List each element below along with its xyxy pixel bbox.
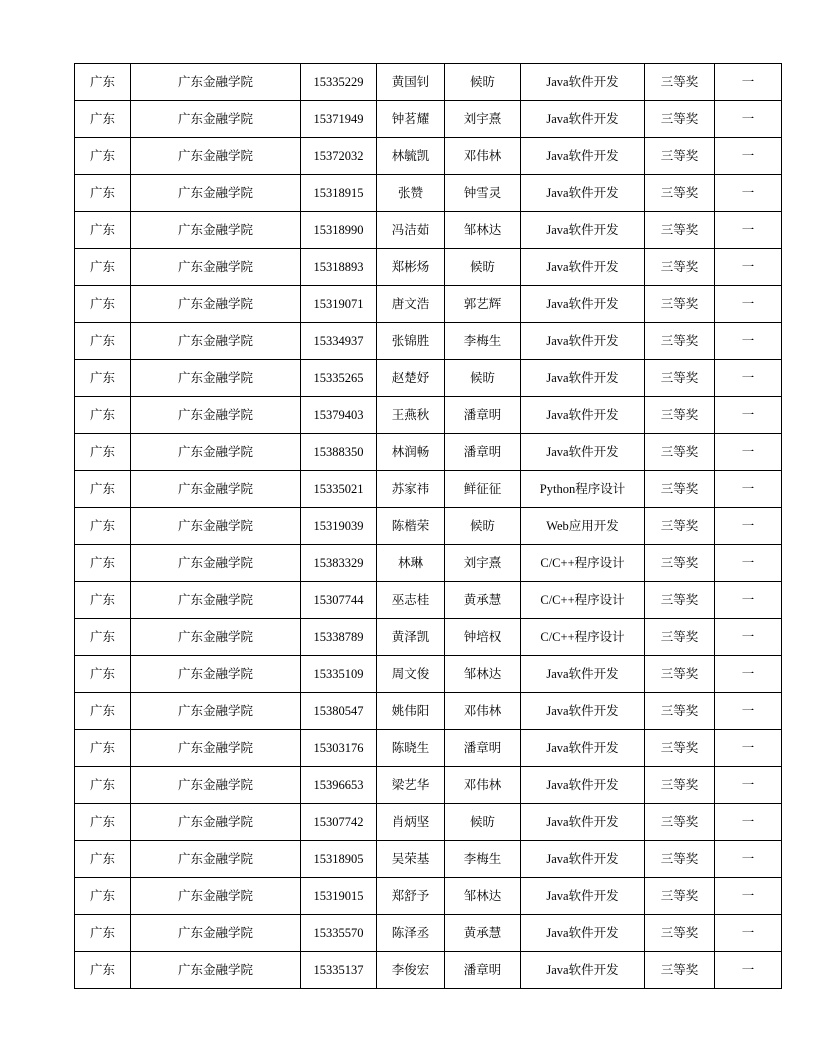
cell-note: 一 — [715, 952, 782, 989]
cell-note: 一 — [715, 730, 782, 767]
cell-note: 一 — [715, 323, 782, 360]
cell-province: 广东 — [75, 434, 131, 471]
cell-category: Java软件开发 — [521, 101, 645, 138]
cell-student_name: 陈晓生 — [377, 730, 445, 767]
table-row — [75, 397, 782, 434]
cell-category: Python程序设计 — [521, 471, 645, 508]
table-row — [75, 656, 782, 693]
cell-teacher: 候昉 — [445, 64, 521, 101]
cell-student_id: 15335137 — [301, 952, 377, 989]
cell-student_name: 陈泽丞 — [377, 915, 445, 952]
cell-student_name: 钟茗耀 — [377, 101, 445, 138]
cell-award: 三等奖 — [645, 545, 715, 582]
cell-student_id: 15388350 — [301, 434, 377, 471]
cell-school: 广东金融学院 — [131, 101, 301, 138]
cell-school: 广东金融学院 — [131, 545, 301, 582]
cell-student_name: 赵楚妤 — [377, 360, 445, 397]
table-row — [75, 360, 782, 397]
table-row — [75, 471, 782, 508]
cell-student_id: 15372032 — [301, 138, 377, 175]
cell-note: 一 — [715, 545, 782, 582]
table-row — [75, 434, 782, 471]
cell-school: 广东金融学院 — [131, 397, 301, 434]
cell-teacher: 刘宇熹 — [445, 545, 521, 582]
cell-note: 一 — [715, 619, 782, 656]
cell-category: C/C++程序设计 — [521, 545, 645, 582]
cell-student_id: 15335265 — [301, 360, 377, 397]
cell-award: 三等奖 — [645, 915, 715, 952]
cell-teacher: 潘章明 — [445, 730, 521, 767]
cell-province: 广东 — [75, 730, 131, 767]
cell-student_name: 黄泽凯 — [377, 619, 445, 656]
cell-note: 一 — [715, 582, 782, 619]
cell-note: 一 — [715, 434, 782, 471]
cell-award: 三等奖 — [645, 212, 715, 249]
cell-category: Java软件开发 — [521, 286, 645, 323]
cell-note: 一 — [715, 471, 782, 508]
cell-student_name: 周文俊 — [377, 656, 445, 693]
cell-province: 广东 — [75, 693, 131, 730]
cell-school: 广东金融学院 — [131, 915, 301, 952]
cell-category: Java软件开发 — [521, 841, 645, 878]
cell-province: 广东 — [75, 101, 131, 138]
cell-school: 广东金融学院 — [131, 878, 301, 915]
cell-school: 广东金融学院 — [131, 64, 301, 101]
cell-category: Java软件开发 — [521, 212, 645, 249]
cell-teacher: 潘章明 — [445, 952, 521, 989]
cell-category: Java软件开发 — [521, 767, 645, 804]
table-row — [75, 952, 782, 989]
award-table — [74, 63, 782, 989]
cell-province: 广东 — [75, 915, 131, 952]
table-row — [75, 212, 782, 249]
cell-school: 广东金融学院 — [131, 508, 301, 545]
cell-category: C/C++程序设计 — [521, 619, 645, 656]
cell-award: 三等奖 — [645, 434, 715, 471]
cell-teacher: 潘章明 — [445, 434, 521, 471]
cell-award: 三等奖 — [645, 582, 715, 619]
cell-student_name: 冯洁茹 — [377, 212, 445, 249]
cell-award: 三等奖 — [645, 878, 715, 915]
cell-teacher: 邓伟林 — [445, 693, 521, 730]
table-row — [75, 693, 782, 730]
cell-student_name: 林润畅 — [377, 434, 445, 471]
cell-note: 一 — [715, 508, 782, 545]
cell-student_name: 黄国钊 — [377, 64, 445, 101]
cell-province: 广东 — [75, 804, 131, 841]
cell-teacher: 邓伟林 — [445, 138, 521, 175]
cell-award: 三等奖 — [645, 656, 715, 693]
table-row — [75, 249, 782, 286]
cell-teacher: 候昉 — [445, 804, 521, 841]
cell-school: 广东金融学院 — [131, 323, 301, 360]
cell-category: Java软件开发 — [521, 434, 645, 471]
cell-student_name: 巫志桂 — [377, 582, 445, 619]
cell-note: 一 — [715, 360, 782, 397]
cell-student_id: 15383329 — [301, 545, 377, 582]
cell-school: 广东金融学院 — [131, 249, 301, 286]
cell-note: 一 — [715, 249, 782, 286]
cell-teacher: 邓伟林 — [445, 767, 521, 804]
table-row — [75, 64, 782, 101]
cell-award: 三等奖 — [645, 323, 715, 360]
cell-school: 广东金融学院 — [131, 841, 301, 878]
award-table-container — [74, 63, 755, 989]
cell-note: 一 — [715, 138, 782, 175]
cell-student_name: 郑彬炀 — [377, 249, 445, 286]
cell-category: Java软件开发 — [521, 323, 645, 360]
cell-student_id: 15371949 — [301, 101, 377, 138]
cell-province: 广东 — [75, 323, 131, 360]
cell-student_id: 15318915 — [301, 175, 377, 212]
cell-student_id: 15338789 — [301, 619, 377, 656]
cell-student_id: 15334937 — [301, 323, 377, 360]
cell-teacher: 钟培权 — [445, 619, 521, 656]
table-row — [75, 619, 782, 656]
cell-award: 三等奖 — [645, 64, 715, 101]
table-row — [75, 508, 782, 545]
table-row — [75, 101, 782, 138]
cell-province: 广东 — [75, 175, 131, 212]
cell-student_name: 林琳 — [377, 545, 445, 582]
table-row — [75, 138, 782, 175]
cell-award: 三等奖 — [645, 397, 715, 434]
cell-category: Java软件开发 — [521, 952, 645, 989]
cell-province: 广东 — [75, 471, 131, 508]
cell-category: Java软件开发 — [521, 915, 645, 952]
cell-school: 广东金融学院 — [131, 138, 301, 175]
cell-province: 广东 — [75, 545, 131, 582]
cell-award: 三等奖 — [645, 841, 715, 878]
table-row — [75, 545, 782, 582]
cell-note: 一 — [715, 175, 782, 212]
cell-award: 三等奖 — [645, 730, 715, 767]
cell-award: 三等奖 — [645, 804, 715, 841]
cell-province: 广东 — [75, 656, 131, 693]
cell-note: 一 — [715, 878, 782, 915]
cell-award: 三等奖 — [645, 693, 715, 730]
cell-category: Java软件开发 — [521, 138, 645, 175]
cell-school: 广东金融学院 — [131, 656, 301, 693]
table-row — [75, 767, 782, 804]
cell-student_id: 15318905 — [301, 841, 377, 878]
cell-note: 一 — [715, 693, 782, 730]
cell-note: 一 — [715, 915, 782, 952]
cell-province: 广东 — [75, 212, 131, 249]
cell-category: Java软件开发 — [521, 730, 645, 767]
table-row — [75, 804, 782, 841]
cell-note: 一 — [715, 212, 782, 249]
cell-student_id: 15380547 — [301, 693, 377, 730]
cell-category: Java软件开发 — [521, 175, 645, 212]
cell-school: 广东金融学院 — [131, 804, 301, 841]
cell-school: 广东金融学院 — [131, 212, 301, 249]
cell-student_name: 李俊宏 — [377, 952, 445, 989]
cell-teacher: 郭艺辉 — [445, 286, 521, 323]
cell-school: 广东金融学院 — [131, 693, 301, 730]
cell-award: 三等奖 — [645, 471, 715, 508]
cell-award: 三等奖 — [645, 767, 715, 804]
table-row — [75, 175, 782, 212]
cell-student_id: 15318893 — [301, 249, 377, 286]
cell-category: Java软件开发 — [521, 656, 645, 693]
cell-teacher: 候昉 — [445, 360, 521, 397]
cell-school: 广东金融学院 — [131, 619, 301, 656]
cell-school: 广东金融学院 — [131, 730, 301, 767]
cell-student_name: 姚伟阳 — [377, 693, 445, 730]
cell-note: 一 — [715, 64, 782, 101]
cell-category: Java软件开发 — [521, 64, 645, 101]
cell-teacher: 潘章明 — [445, 397, 521, 434]
cell-award: 三等奖 — [645, 175, 715, 212]
cell-student_name: 陈楷荣 — [377, 508, 445, 545]
cell-teacher: 候昉 — [445, 249, 521, 286]
cell-province: 广东 — [75, 952, 131, 989]
cell-category: Web应用开发 — [521, 508, 645, 545]
cell-student_name: 郑舒予 — [377, 878, 445, 915]
award-table-body — [75, 64, 782, 989]
cell-student_name: 王燕秋 — [377, 397, 445, 434]
cell-student_id: 15319039 — [301, 508, 377, 545]
cell-student_id: 15303176 — [301, 730, 377, 767]
cell-province: 广东 — [75, 582, 131, 619]
cell-award: 三等奖 — [645, 619, 715, 656]
cell-school: 广东金融学院 — [131, 767, 301, 804]
cell-school: 广东金融学院 — [131, 286, 301, 323]
cell-province: 广东 — [75, 397, 131, 434]
cell-teacher: 黄承慧 — [445, 915, 521, 952]
cell-teacher: 邹林达 — [445, 212, 521, 249]
cell-note: 一 — [715, 656, 782, 693]
cell-school: 广东金融学院 — [131, 952, 301, 989]
cell-teacher: 钟雪灵 — [445, 175, 521, 212]
cell-category: Java软件开发 — [521, 360, 645, 397]
cell-note: 一 — [715, 397, 782, 434]
cell-category: Java软件开发 — [521, 878, 645, 915]
cell-category: Java软件开发 — [521, 397, 645, 434]
cell-student_id: 15318990 — [301, 212, 377, 249]
cell-teacher: 邹林达 — [445, 656, 521, 693]
cell-student_name: 苏家祎 — [377, 471, 445, 508]
table-row — [75, 878, 782, 915]
cell-category: C/C++程序设计 — [521, 582, 645, 619]
cell-student_id: 15379403 — [301, 397, 377, 434]
cell-province: 广东 — [75, 508, 131, 545]
cell-teacher: 候昉 — [445, 508, 521, 545]
cell-teacher: 邹林达 — [445, 878, 521, 915]
cell-province: 广东 — [75, 360, 131, 397]
cell-school: 广东金融学院 — [131, 434, 301, 471]
cell-student_id: 15307744 — [301, 582, 377, 619]
cell-award: 三等奖 — [645, 286, 715, 323]
cell-school: 广东金融学院 — [131, 582, 301, 619]
cell-note: 一 — [715, 841, 782, 878]
cell-province: 广东 — [75, 619, 131, 656]
cell-province: 广东 — [75, 286, 131, 323]
table-row — [75, 915, 782, 952]
cell-student_name: 张赞 — [377, 175, 445, 212]
cell-student_name: 吴荣基 — [377, 841, 445, 878]
cell-student_name: 张锦胜 — [377, 323, 445, 360]
cell-teacher: 刘宇熹 — [445, 101, 521, 138]
cell-student_name: 梁艺华 — [377, 767, 445, 804]
cell-province: 广东 — [75, 878, 131, 915]
cell-student_id: 15335021 — [301, 471, 377, 508]
cell-student_id: 15396653 — [301, 767, 377, 804]
cell-award: 三等奖 — [645, 249, 715, 286]
cell-award: 三等奖 — [645, 138, 715, 175]
cell-student_id: 15319015 — [301, 878, 377, 915]
cell-award: 三等奖 — [645, 508, 715, 545]
cell-category: Java软件开发 — [521, 249, 645, 286]
cell-student_id: 15335109 — [301, 656, 377, 693]
cell-school: 广东金融学院 — [131, 471, 301, 508]
cell-award: 三等奖 — [645, 101, 715, 138]
cell-category: Java软件开发 — [521, 693, 645, 730]
cell-student_name: 唐文浩 — [377, 286, 445, 323]
cell-note: 一 — [715, 804, 782, 841]
cell-student_id: 15307742 — [301, 804, 377, 841]
table-row — [75, 582, 782, 619]
cell-student_name: 肖炳坚 — [377, 804, 445, 841]
cell-teacher: 李梅生 — [445, 841, 521, 878]
cell-student_id: 15319071 — [301, 286, 377, 323]
table-row — [75, 323, 782, 360]
cell-school: 广东金融学院 — [131, 360, 301, 397]
cell-province: 广东 — [75, 841, 131, 878]
cell-teacher: 黄承慧 — [445, 582, 521, 619]
cell-student_name: 林毓凯 — [377, 138, 445, 175]
cell-note: 一 — [715, 101, 782, 138]
cell-teacher: 李梅生 — [445, 323, 521, 360]
cell-student_id: 15335229 — [301, 64, 377, 101]
cell-province: 广东 — [75, 249, 131, 286]
cell-award: 三等奖 — [645, 360, 715, 397]
cell-school: 广东金融学院 — [131, 175, 301, 212]
cell-note: 一 — [715, 767, 782, 804]
table-row — [75, 730, 782, 767]
cell-teacher: 鲜征征 — [445, 471, 521, 508]
cell-award: 三等奖 — [645, 952, 715, 989]
table-row — [75, 286, 782, 323]
table-row — [75, 841, 782, 878]
cell-note: 一 — [715, 286, 782, 323]
cell-province: 广东 — [75, 64, 131, 101]
cell-category: Java软件开发 — [521, 804, 645, 841]
cell-student_id: 15335570 — [301, 915, 377, 952]
cell-province: 广东 — [75, 767, 131, 804]
cell-province: 广东 — [75, 138, 131, 175]
